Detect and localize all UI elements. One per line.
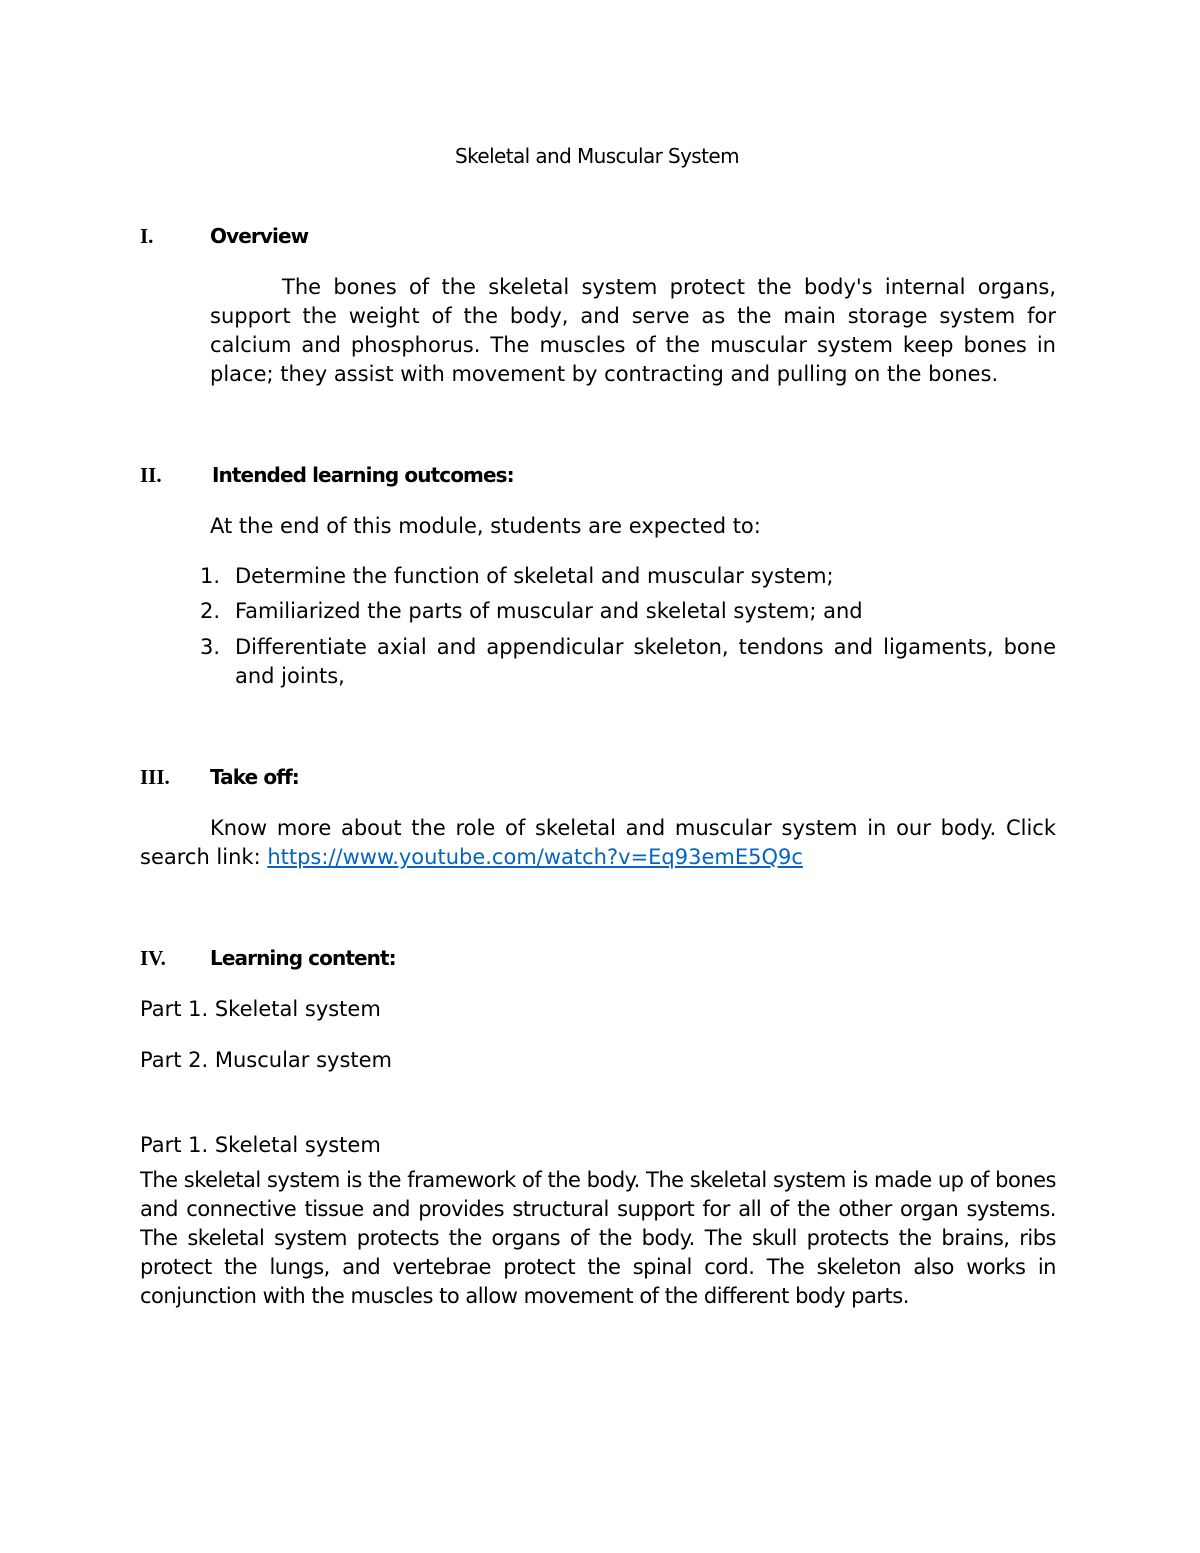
takeoff-text: Know more about the role of skeletal and muscular system in our body. Click search link: bbox=[140, 816, 1056, 869]
outcome-item-1: Determine the function of skeletal and muscular system; bbox=[235, 564, 834, 588]
outcomes-intro: At the end of this module, students are expected to: bbox=[210, 514, 761, 538]
section-heading-takeoff: Take off: bbox=[210, 765, 299, 789]
outcome-number-2: 2. bbox=[200, 599, 221, 623]
outcome-number-1: 1. bbox=[200, 564, 221, 588]
content-part-2: Part 2. Muscular system bbox=[140, 1048, 392, 1072]
document-title: Skeletal and Muscular System bbox=[455, 144, 739, 168]
section-heading-learning-content: Learning content: bbox=[210, 946, 396, 970]
outcome-number-3: 3. bbox=[200, 635, 221, 659]
part1-heading: Part 1. Skeletal system bbox=[140, 1133, 381, 1157]
section-numeral-3: III. bbox=[140, 765, 170, 789]
section-numeral-4: IV. bbox=[140, 946, 166, 970]
outcome-item-3: Differentiate axial and appendicular skeleton, tendons and ligaments, bone and joints, bbox=[235, 635, 1056, 688]
outcome-item-2: Familiarized the parts of muscular and skeletal system; and bbox=[235, 599, 863, 623]
takeoff-paragraph bbox=[140, 814, 1056, 872]
section-heading-overview: Overview bbox=[210, 224, 309, 248]
content-part-1: Part 1. Skeletal system bbox=[140, 997, 381, 1021]
part1-paragraph: The skeletal system is the framework of the body. The skeletal system is made up of bones and connective tissue and provides structural support for all of the other organ systems. The skeletal system protects the organs of the body. The skull protects the brains, ribs protect the lungs, and vertebrae protect the spinal cord. The skeleton also works in conjunction with the muscles to allow movement of the different body parts. bbox=[140, 1168, 1056, 1308]
section-numeral-1: I. bbox=[140, 224, 154, 248]
section-heading-outcomes: Intended learning outcomes: bbox=[212, 463, 514, 487]
youtube-link[interactable]: https://www.youtube.com/watch?v=Eq93emE5Q9c bbox=[267, 845, 803, 869]
section-numeral-2: II. bbox=[140, 463, 162, 487]
overview-paragraph: The bones of the skeletal system protect the body's internal organs, support the weight of the body, and serve as the main storage system for calcium and phosphorus. The muscles of the muscular system keep bones in place; they assist with movement by contracting and pulling on the bones. bbox=[210, 275, 1056, 386]
